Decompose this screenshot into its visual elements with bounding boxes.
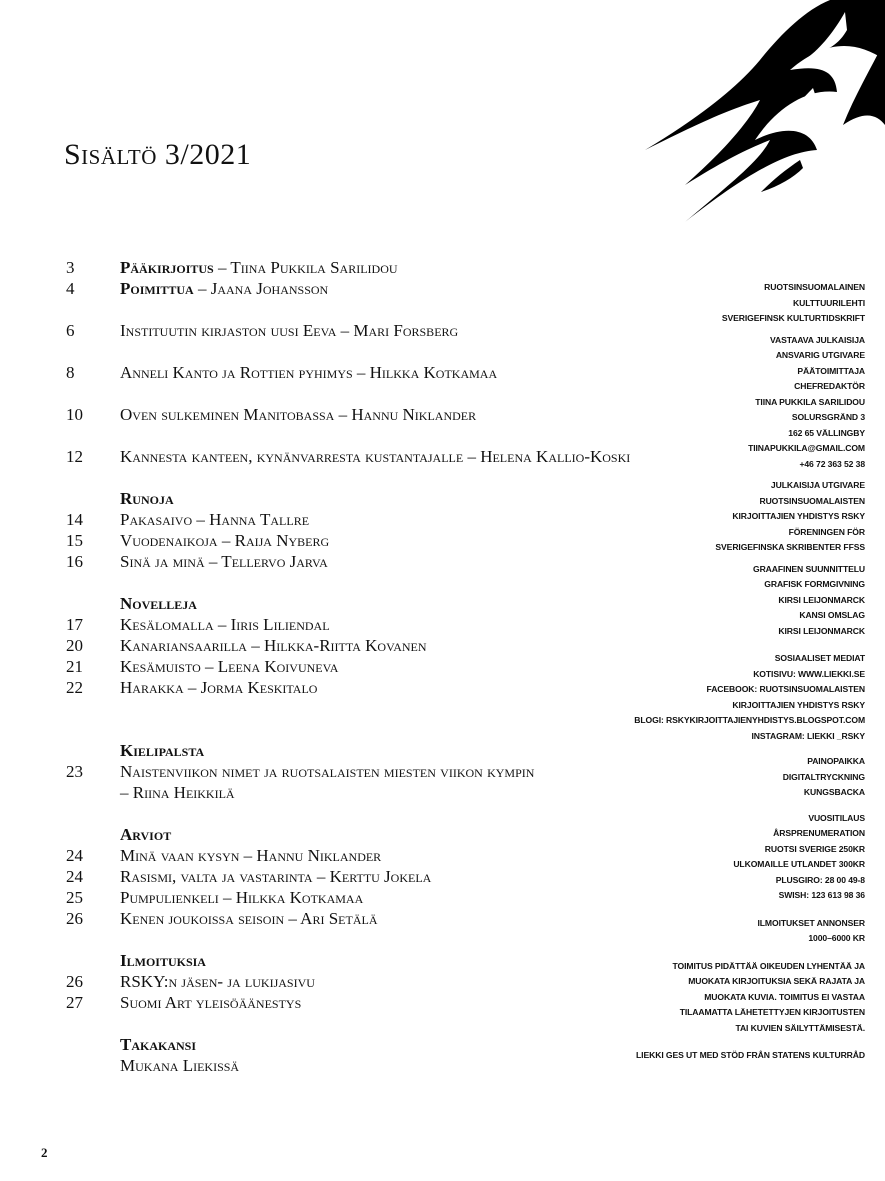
colophon-line: KANSI OMSLAG [799,610,865,620]
colophon-line: KULTTUURILEHTI [793,297,865,308]
toc-title: Kesämuisto – Leena Koivuneva [120,657,339,676]
colophon-line: GRAFISK FORMGIVNING [764,579,865,589]
toc-title: Minä vaan kysyn – Hannu Niklander [120,846,382,865]
toc-author: – Tiina Pukkila Sarilidou [213,258,398,277]
colophon-line: CHEFREDAKTÖR [794,381,865,391]
toc-title: Oven sulkeminen Manitobassa – Hannu Niklander [120,405,477,424]
colophon-line: RUOTSI SVERIGE 250KR [764,843,865,854]
page-title: Sisältö 3/2021 [64,138,252,171]
colophon-line: ANSVARIG UTGIVARE [775,350,865,360]
colophon-line: KOTISIVU: WWW.LIEKKI.SE [753,668,865,679]
toc-page-number: 14 [66,510,83,529]
colophon-line: 162 65 VÄLLINGBY [788,427,865,438]
toc-title: Instituutin kirjaston uusi Eeva – Mari Forsberg [120,321,459,340]
colophon-line: KIRSI LEIJONMARCK [778,625,865,636]
colophon-line: KIRSI LEIJONMARCK [778,594,865,605]
toc-page-number: 6 [66,321,75,340]
colophon-line: PAINOPAIKKA [807,756,865,766]
toc-title: Suomi Art yleisöäänestys [120,993,302,1012]
colophon-line: 1000–6000 KR [808,933,865,943]
colophon-line: MUOKATA KIRJOITUKSIA SEKÄ RAJATA JA [688,976,865,986]
colophon-line: TILAAMATTA LÄHETETTYJEN KIRJOITUSTEN [679,1007,865,1017]
colophon-line: TIINA PUKKILA SARILIDOU [755,396,865,407]
colophon-line: FACEBOOK: RUOTSINSUOMALAISTEN [706,684,865,694]
toc-page-number: 16 [66,552,83,571]
toc-title: Vuodenaikoja – Raija Nyberg [120,531,330,550]
colophon-block [565,1048,865,1064]
colophon-line: FÖRENINGEN FÖR [788,526,865,537]
colophon-block [565,754,865,801]
section-heading-takakansi: Takakansi [120,1035,197,1054]
colophon-line: TOIMITUS PIDÄTTÄÄ OIKEUDEN LYHENTÄÄ JA [672,960,865,971]
toc-page-number: 10 [66,405,83,424]
colophon-block [565,478,865,556]
colophon [565,280,865,1064]
colophon-line: SOSIAALISET MEDIAT [774,653,865,663]
section-heading-ilmoituksia: Ilmoituksia [120,951,206,970]
toc-author: – Riina Heikkilä [120,783,235,802]
toc-page-number: 27 [66,993,83,1012]
section-heading-novelleja: Novelleja [120,594,197,613]
toc-page-number: 3 [66,258,75,277]
toc-title: Kannesta kanteen, kynänvarresta kustantajalle – Helena Kallio-Koski [120,447,631,466]
toc-title: Anneli Kanto ja Rottien pyhimys – Hilkka Kotkamaa [120,363,498,382]
colophon-block [565,333,865,473]
toc-author: – Jaana Johansson [193,279,329,298]
section-heading-runoja: Runoja [120,489,174,508]
colophon-block [565,811,865,904]
toc-page-number: 26 [66,972,83,991]
toc-page-number: 25 [66,888,83,907]
toc-section-title: Pääkirjoitus [120,258,214,277]
toc-title: Mukana Liekissä [120,1056,240,1075]
colophon-line: INSTAGRAM: LIEKKI _RSKY [751,730,865,741]
flame-logo [585,0,885,225]
toc-section-title: Poimittua [120,279,194,298]
colophon-block [565,562,865,640]
toc-page-number: 12 [66,447,83,466]
toc-title: Pakasaivo – Hanna Tallre [120,510,310,529]
colophon-line: ILMOITUKSET ANNONSER [757,917,865,928]
colophon-line: SWISH: 123 613 98 36 [778,890,865,900]
colophon-line: +46 72 363 52 38 [799,458,865,469]
toc-page-number: 20 [66,636,83,655]
colophon-line: RUOTSINSUOMALAISTEN [759,495,865,506]
toc-page-number: 4 [66,279,75,298]
colophon-line: TAI KUVIEN SÄILYTTÄMISESTÄ. [735,1022,865,1033]
toc-title: Naistenviikon nimet ja ruotsalaisten miesten viikon kympin [120,762,535,781]
colophon-block [565,916,865,947]
toc-title: Kesälomalla – Iiris Liliendal [120,615,330,634]
toc-page-number: 8 [66,363,75,382]
colophon-line: SVERIGEFINSKA SKRIBENTER FFSS [715,542,865,552]
toc-title: Rasismi, valta ja vastarinta – Kerttu Jokela [120,867,432,886]
colophon-block [565,280,865,327]
toc-page-number: 26 [66,909,83,928]
toc-page-number: 21 [66,657,83,676]
colophon-line: SVERIGEFINSK KULTURTIDSKRIFT [721,313,865,323]
colophon-line: PLUSGIRO: 28 00 49-8 [775,874,865,885]
colophon-line: KIRJOITTAJIEN YHDISTYS RSKY [732,699,865,710]
colophon-line: RUOTSINSUOMALAINEN [764,282,865,292]
colophon-line: MUOKATA KUVIA. TOIMITUS EI VASTAA [704,991,865,1002]
colophon-line: KUNGSBACKA [803,787,865,797]
toc-page-number: 17 [66,615,83,634]
toc-title: Sinä ja minä – Tellervo Jarva [120,552,328,571]
toc-entry [66,257,706,278]
colophon-block [565,651,865,744]
section-heading-kielipalsta: Kielipalsta [120,741,205,760]
toc-page-number: 24 [66,867,83,886]
colophon-line: ULKOMAILLE UTLANDET 300KR [733,859,865,869]
colophon-line: SOLURSGRÄND 3 [791,412,865,422]
toc-title: Kanariansaarilla – Hilkka-Riitta Kovanen [120,636,427,655]
colophon-line: GRAAFINEN SUUNNITTELU [752,563,865,574]
toc-page-number: 22 [66,678,83,697]
toc-page-number: 23 [66,762,83,781]
colophon-line: DIGITALTRYCKNING [782,771,865,782]
colophon-line: PÄÄTOIMITTAJA [797,365,865,376]
colophon-line: KIRJOITTAJIEN YHDISTYS RSKY [732,511,865,521]
toc-title: RSKY:n jäsen- ja lukijasivu [120,972,315,991]
toc-title: Kenen joukoissa seisoin – Ari Setälä [120,909,378,928]
colophon-line: VUOSITILAUS [808,812,865,823]
toc-page-number: 24 [66,846,83,865]
colophon-line: VASTAAVA JULKAISIJA [769,334,865,345]
toc-page-number: 15 [66,531,83,550]
page-number: 2 [41,1145,48,1160]
colophon-line: LIEKKI GES UT MED STÖD FRÅN STATENS KULTURRÅD [636,1050,865,1060]
section-heading-arviot: Arviot [120,825,172,844]
toc-title: Pumpulienkeli – Hilkka Kotkamaa [120,888,364,907]
colophon-line: JULKAISIJA UTGIVARE [770,480,865,490]
toc-title: Harakka – Jorma Keskitalo [120,678,318,697]
colophon-line: TIINAPUKKILA@GMAIL.COM [748,443,865,453]
colophon-line: BLOGI: RSKYKIRJOITTAJIENYHDISTYS.BLOGSPOT.COM [634,715,865,725]
colophon-line: ÅRSPRENUMERATION [773,828,865,838]
colophon-block [565,959,865,1037]
